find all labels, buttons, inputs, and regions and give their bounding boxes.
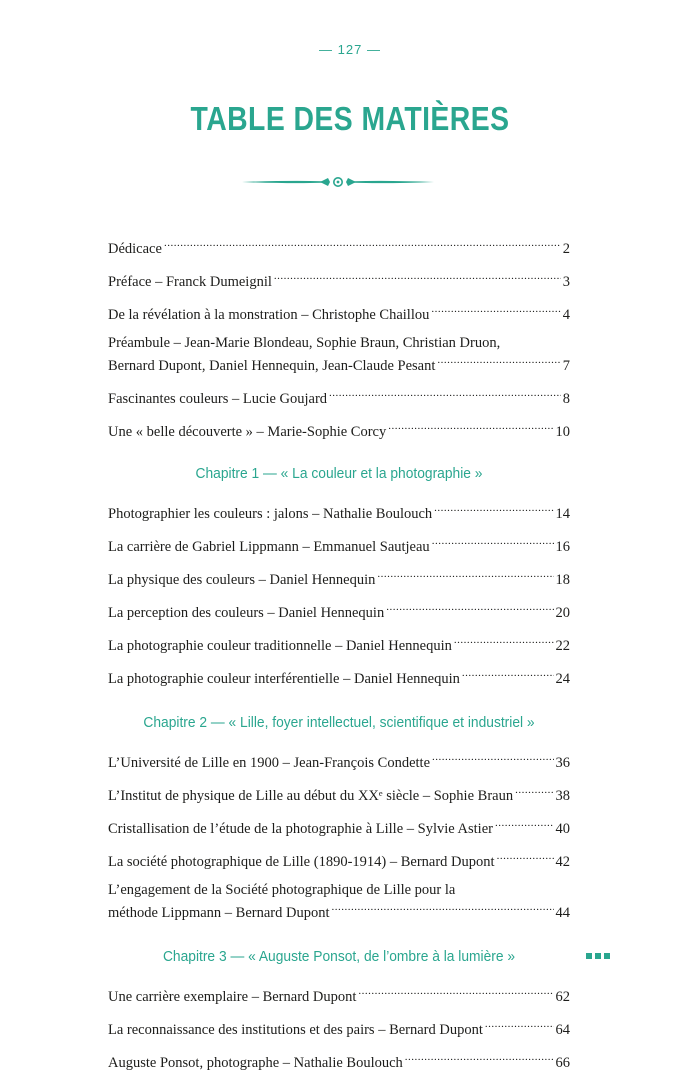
dot-leader [437,352,560,370]
toc-entry [108,881,570,922]
toc-page-number: 40 [555,821,570,837]
toc-page-number: 66 [555,1055,570,1071]
toc-entry-title: Auguste Ponsot, photographe – Nathalie Boulouch [108,1055,403,1071]
dot-leader [495,815,554,833]
toc-entry [108,235,570,258]
toc-entry-line [108,418,570,441]
dot-leader [462,665,554,683]
toc-entry-title: Une carrière exemplaire – Bernard Dupont [108,989,357,1005]
toc-page-number: 16 [555,539,570,555]
dot-leader [386,599,553,617]
toc-entry [108,566,570,589]
dot-leader [432,749,553,767]
toc-entry [108,385,570,408]
toc-page-number: 62 [555,989,570,1005]
toc-page-number: 18 [555,572,570,588]
toc-entry [108,1016,570,1039]
toc-entry-title: Préambule – Jean-Marie Blondeau, Sophie Braun, Christian Druon, [108,335,501,351]
dot-leader [515,782,553,800]
toc-entry-line [108,749,570,772]
dot-leader [405,1049,554,1067]
chapter-heading: Chapitre 1 — « La couleur et la photographie » [195,465,483,482]
toc-page-number: 10 [555,424,570,440]
toc-page-number: 7 [562,358,570,374]
dot-leader [274,268,561,286]
dot-leader [164,235,561,253]
chapter-heading: Chapitre 3 — « Auguste Ponsot, de l’ombre à la lumière » [162,948,516,965]
scroll-ornament-icon [240,174,436,190]
toc-entry-line [108,632,570,655]
toc-entry-line [108,1049,570,1072]
dot-leader [358,983,553,1001]
toc-entry-title: L’engagement de la Société photographique de Lille pour la [108,882,456,898]
toc-page-number: 22 [555,638,570,654]
toc-entry-line [108,665,570,688]
toc-entry-title: Une « belle découverte » – Marie-Sophie Corcy [108,424,387,440]
toc-entry-title: La photographie couleur traditionnelle – Daniel Hennequin [108,638,452,654]
toc-entry-line [108,352,570,375]
toc-entry-line [108,881,570,899]
toc-page-number: 38 [555,788,570,804]
toc-entry-line [108,1016,570,1039]
dot-leader [485,1016,554,1034]
toc-entry [108,268,570,291]
toc-entry-title: L’Université de Lille en 1900 – Jean-François Condette [108,755,431,771]
toc-entry-title: Dédicace [108,241,162,257]
toc-entry-title: De la révélation à la monstration – Christophe Chaillou [108,307,430,323]
toc-entry-title: L’Institut de physique de Lille au début du XXᵉ siècle – Sophie Braun [108,788,514,804]
toc-page-number: 2 [562,241,570,257]
table-of-contents [108,235,570,1072]
toc-entry-line [108,500,570,523]
dot-leader [454,632,554,650]
toc-entry-line [108,566,570,589]
toc-entry-line [108,815,570,838]
toc-entry [108,782,570,805]
toc-entry-line [108,301,570,324]
toc-entry-title: Cristallisation de l’étude de la photographie à Lille – Sylvie Astier [108,821,493,837]
dot-leader [329,385,561,403]
toc-page-number: 14 [555,506,570,522]
toc-entry-title: Bernard Dupont, Daniel Hennequin, Jean-Claude Pesant [108,358,436,374]
toc-entry [108,815,570,838]
toc-entry-title: La perception des couleurs – Daniel Hennequin [108,605,385,621]
chapter-heading: Chapitre 2 — « Lille, foyer intellectuel, scientifique et industriel » [143,714,535,731]
toc-entry [108,533,570,556]
toc-entry-title: Fascinantes couleurs – Lucie Goujard [108,391,328,407]
toc-entry-line [108,848,570,871]
toc-page-number: 64 [555,1022,570,1038]
toc-entry-title: Préface – Franck Dumeignil [108,274,272,290]
toc-page-number: 8 [562,391,570,407]
dot-leader [331,899,553,917]
toc-entry [108,632,570,655]
toc-entry-title: Photographier les couleurs : jalons – Nathalie Boulouch [108,506,433,522]
page-title: TABLE DES MATIÈRES [190,100,510,137]
toc-entry [108,1049,570,1072]
toc-entry-title: méthode Lippmann – Bernard Dupont [108,905,330,921]
dot-leader [497,848,554,866]
toc-page-number: 20 [555,605,570,621]
dot-leader [431,301,560,319]
three-squares-marker-icon [586,953,610,959]
dot-leader [377,566,553,584]
toc-entry-line [108,533,570,556]
toc-entry [108,599,570,622]
dot-leader [432,533,554,551]
toc-page-number: 42 [555,854,570,870]
toc-entry [108,983,570,1006]
toc-entry-line [108,899,570,922]
page-number: — 127 — [319,42,381,57]
toc-page-number: 44 [555,905,570,921]
toc-page-number: 3 [562,274,570,290]
toc-entry-line [108,385,570,408]
toc-entry-title: La physique des couleurs – Daniel Hennequin [108,572,376,588]
toc-entry [108,301,570,324]
toc-entry-line [108,599,570,622]
toc-page-number: 4 [562,307,570,323]
toc-entry-title: La carrière de Gabriel Lippmann – Emmanuel Sautjeau [108,539,430,555]
toc-page-number: 24 [555,671,570,687]
toc-entry [108,334,570,375]
toc-entry-title: La reconnaissance des institutions et des pairs – Bernard Dupont [108,1022,483,1038]
dot-leader [434,500,553,518]
toc-entry-line [108,983,570,1006]
toc-entry-line [108,268,570,291]
toc-entry-line [108,334,570,352]
dot-leader [388,418,553,436]
toc-entry [108,665,570,688]
toc-page-number: 36 [555,755,570,771]
toc-entry-title: La photographie couleur interférentielle – Daniel Hennequin [108,671,460,687]
toc-entry [108,848,570,871]
toc-entry [108,418,570,441]
toc-entry [108,749,570,772]
toc-entry-title: La société photographique de Lille (1890-1914) – Bernard Dupont [108,854,495,870]
toc-entry-line [108,782,570,805]
toc-entry-line [108,235,570,258]
toc-entry [108,500,570,523]
